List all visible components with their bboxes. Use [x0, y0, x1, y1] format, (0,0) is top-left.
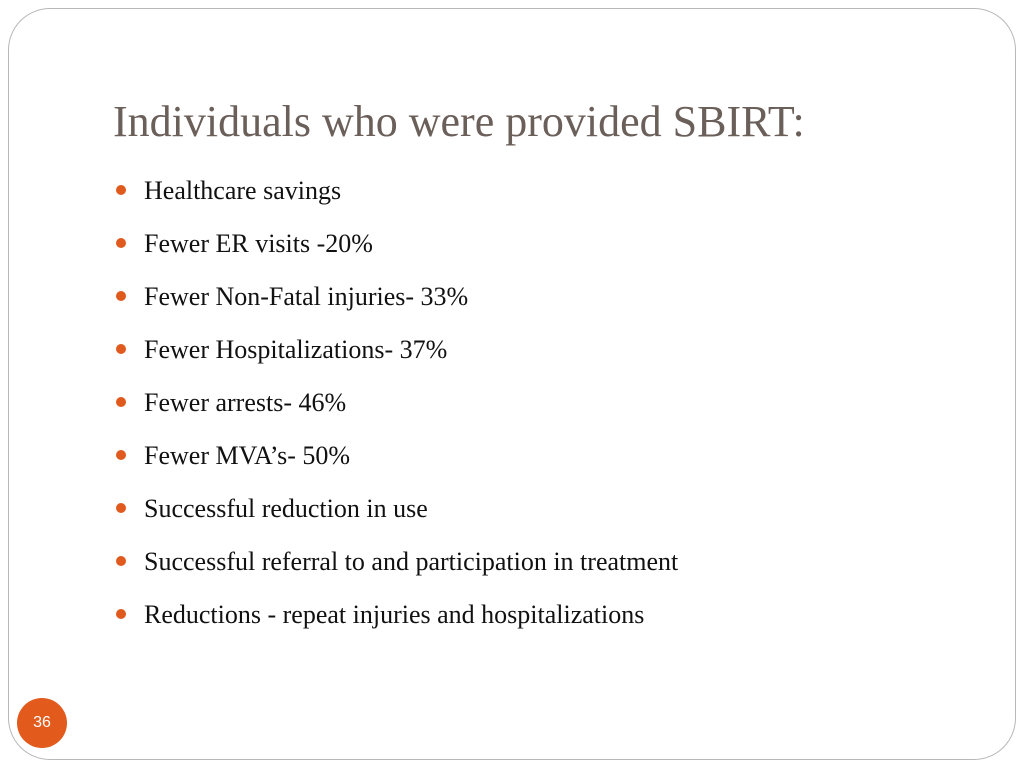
- list-item: [116, 376, 678, 429]
- bullet-text: Successful reduction in use: [144, 493, 428, 523]
- bullet-dot-icon: [116, 556, 126, 566]
- list-item: [116, 588, 678, 641]
- bullet-text: Fewer Non-Fatal injuries- 33%: [144, 281, 469, 311]
- bullet-text: Fewer Hospitalizations- 37%: [144, 334, 448, 364]
- list-item: [116, 535, 678, 588]
- list-item: [116, 429, 678, 482]
- list-item: [116, 164, 678, 217]
- bullet-list: [116, 164, 678, 641]
- list-item: [116, 270, 678, 323]
- slide-title: Individuals who were provided SBIRT:: [113, 97, 805, 146]
- bullet-text: Fewer ER visits -20%: [144, 228, 373, 258]
- bullet-text: Fewer arrests- 46%: [144, 387, 347, 417]
- bullet-text: Healthcare savings: [144, 175, 342, 205]
- bullet-text: Reductions - repeat injuries and hospitalizations: [144, 599, 645, 629]
- bullet-dot-icon: [116, 185, 126, 195]
- bullet-dot-icon: [116, 609, 126, 619]
- bullet-dot-icon: [116, 238, 126, 248]
- bullet-dot-icon: [116, 450, 126, 460]
- list-item: [116, 217, 678, 270]
- list-item: [116, 482, 678, 535]
- bullet-text: Successful referral to and participation in treatment: [144, 546, 679, 576]
- list-item: [116, 323, 678, 376]
- bullet-dot-icon: [116, 397, 126, 407]
- bullet-dot-icon: [116, 344, 126, 354]
- bullet-dot-icon: [116, 503, 126, 513]
- page-number-badge: 36: [17, 698, 67, 748]
- bullet-dot-icon: [116, 291, 126, 301]
- bullet-text: Fewer MVA’s- 50%: [144, 440, 351, 470]
